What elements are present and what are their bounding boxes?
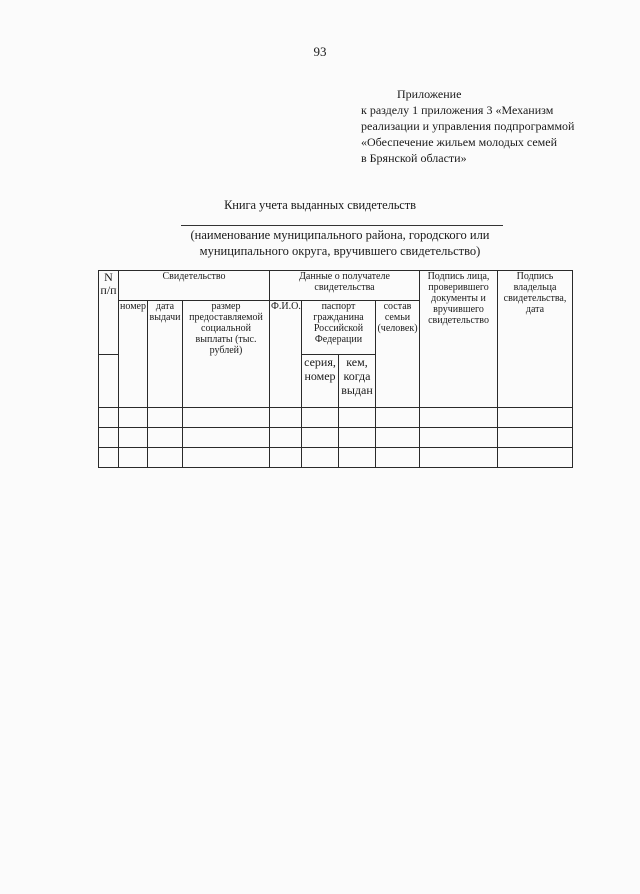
col-number-header: N п/п bbox=[99, 271, 119, 355]
col-cert-number-header: номер bbox=[119, 301, 148, 408]
col-number-subcell bbox=[99, 355, 119, 408]
table-row bbox=[99, 448, 573, 468]
caption-line: (наименование муниципального района, городского или bbox=[190, 228, 490, 242]
appendix-line: в Брянской области» bbox=[361, 151, 467, 165]
table-cell bbox=[339, 428, 376, 448]
col-payment-header: размер предоставляемой социальной выплаты (тыс. рублей) bbox=[183, 301, 270, 408]
appendix-block bbox=[361, 86, 574, 166]
table-cell bbox=[183, 448, 270, 468]
appendix-line: «Обеспечение жильем молодых семей bbox=[361, 135, 558, 149]
table-row bbox=[99, 428, 573, 448]
appendix-heading: Приложение bbox=[397, 87, 462, 101]
table-cell bbox=[420, 408, 498, 428]
table-cell bbox=[302, 448, 339, 468]
fill-in-line bbox=[181, 225, 503, 226]
table-cell bbox=[270, 408, 302, 428]
table-cell bbox=[183, 428, 270, 448]
table-cell bbox=[339, 448, 376, 468]
col-owner-header: Подпись владельца свидетельства, дата bbox=[498, 271, 573, 408]
table-cell bbox=[99, 408, 119, 428]
table-cell bbox=[498, 408, 573, 428]
table-cell bbox=[339, 408, 376, 428]
table-cell bbox=[148, 408, 183, 428]
table-cell bbox=[376, 408, 420, 428]
col-signer-header: Подпись лица, проверившего документы и вручившего свидетельство bbox=[420, 271, 498, 408]
group-certificate-header: Свидетельство bbox=[119, 271, 270, 301]
table-cell bbox=[148, 448, 183, 468]
table-cell bbox=[302, 408, 339, 428]
table-cell bbox=[376, 448, 420, 468]
register-table bbox=[98, 270, 573, 468]
page-number: 93 bbox=[313, 44, 327, 59]
col-series-header: серия, номер bbox=[302, 355, 339, 408]
table-cell bbox=[99, 448, 119, 468]
col-issued-by-header: кем, когда выдан bbox=[339, 355, 376, 408]
group-passport-header: паспорт гражданина Российской Федерации bbox=[302, 301, 376, 355]
table-cell bbox=[119, 408, 148, 428]
col-fio-header: Ф.И.О. bbox=[270, 301, 302, 408]
table-cell bbox=[498, 448, 573, 468]
appendix-line: к разделу 1 приложения 3 «Механизм bbox=[361, 103, 554, 117]
table-cell bbox=[420, 448, 498, 468]
group-recipient-header: Данные о получателе свидетельства bbox=[270, 271, 420, 301]
table-cell bbox=[498, 428, 573, 448]
document-title: Книга учета выданных свидетельств bbox=[224, 198, 416, 212]
table-cell bbox=[99, 428, 119, 448]
table-cell bbox=[148, 428, 183, 448]
col-issue-date-header: дата выдачи bbox=[148, 301, 183, 408]
table-cell bbox=[302, 428, 339, 448]
table-cell bbox=[270, 448, 302, 468]
caption-line: муниципального округа, вручившего свидетельство) bbox=[199, 244, 481, 258]
table-cell bbox=[420, 428, 498, 448]
caption bbox=[160, 227, 520, 259]
appendix-line: реализации и управления подпрограммой bbox=[361, 119, 575, 133]
table-cell bbox=[270, 428, 302, 448]
table-cell bbox=[119, 428, 148, 448]
table-cell bbox=[119, 448, 148, 468]
col-family-header: состав семьи (человек) bbox=[376, 301, 420, 408]
table-row bbox=[99, 408, 573, 428]
table-cell bbox=[183, 408, 270, 428]
table-cell bbox=[376, 428, 420, 448]
